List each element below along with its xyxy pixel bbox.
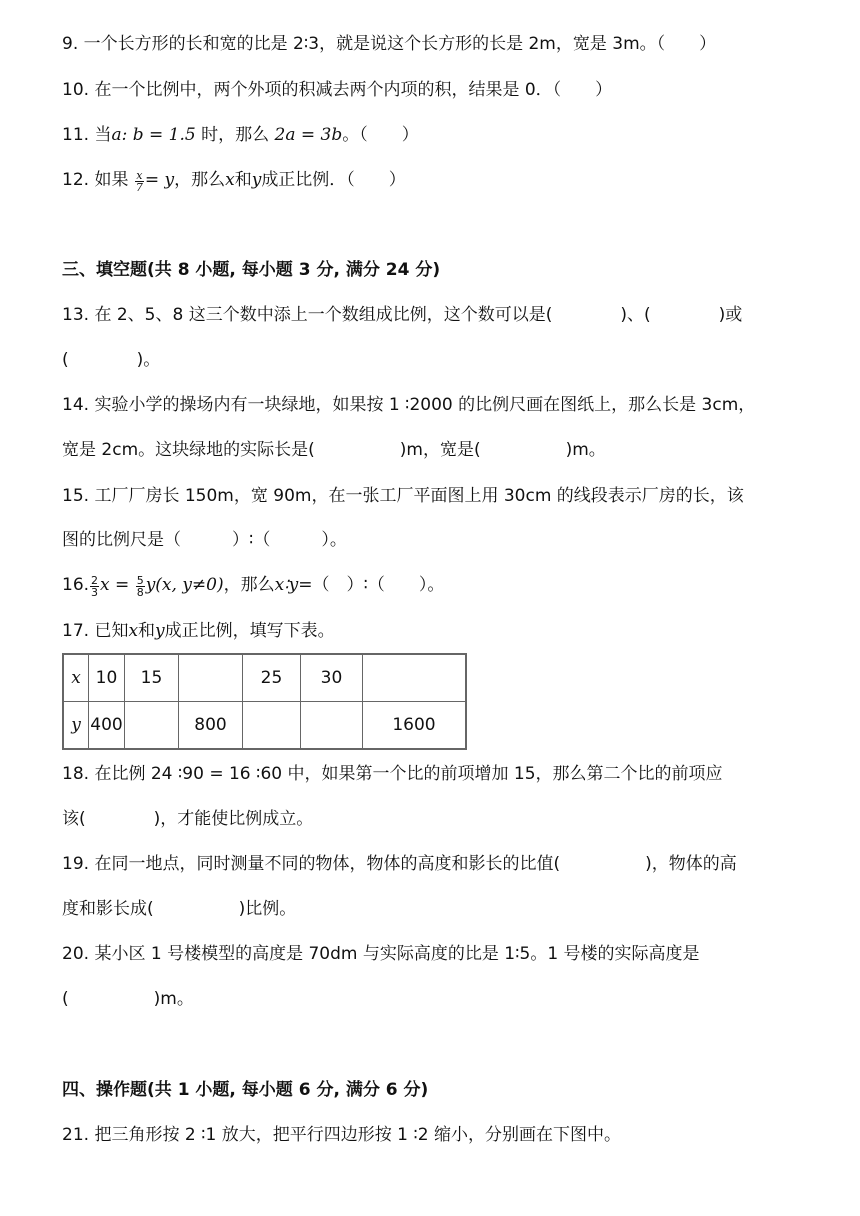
q16-fraction-1-numerator: 2 bbox=[91, 574, 99, 587]
question-15-line-2: 图的比例尺是（ ）∶（ ）。 bbox=[62, 530, 347, 550]
q11-mid: 时，那么 bbox=[195, 125, 275, 145]
table-cell: 15 bbox=[125, 654, 179, 702]
table-cell: 25 bbox=[243, 654, 301, 702]
q12-fraction bbox=[135, 170, 144, 193]
q17-var-x: x bbox=[128, 621, 139, 641]
table-cell: 10 bbox=[89, 654, 125, 702]
question-9: 9. 一个长方形的长和宽的比是 2∶3，就是说这个长方形的长是 2m，宽是 3m。（ ） bbox=[62, 34, 717, 54]
question-21: 21. 把三角形按 2 ∶1 放大，把平行四边形按 1 ∶2 缩小，分别画在下图中。 bbox=[62, 1125, 621, 1145]
table-cell: 1600 bbox=[363, 702, 467, 750]
q12-var-y: y bbox=[251, 170, 262, 190]
question-18-line-2: 该( )，才能使比例成立。 bbox=[62, 809, 314, 829]
q11-math-equation: 2a = 3b bbox=[274, 125, 343, 145]
q17-prefix: 17. 已知 bbox=[62, 621, 129, 641]
question-20-line-1: 20. 某小区 1 号楼模型的高度是 70dm 与实际高度的比是 1∶5。1 号楼的实际高度是 bbox=[62, 944, 700, 964]
question-19-line-1: 19. 在同一地点，同时测量不同的物体，物体的高度和影长的比值( )，物体的高 bbox=[62, 854, 737, 874]
row-label-y: y bbox=[63, 702, 89, 750]
question-11 bbox=[62, 122, 419, 148]
table-cell: 400 bbox=[89, 702, 125, 750]
question-13-line-1: 13. 在 2、5、8 这三个数中添上一个数组成比例，这个数可以是( )、( )或 bbox=[62, 305, 743, 325]
table-cell bbox=[179, 654, 243, 702]
q16-math-1: x = bbox=[100, 575, 135, 595]
q11-math-ratio: a: b = 1.5 bbox=[111, 125, 196, 145]
question-13-line-2: ( )。 bbox=[62, 350, 161, 370]
q16-mid: ，那么 bbox=[223, 575, 275, 595]
q16-math-3: x∶y bbox=[274, 575, 299, 595]
proportion-table bbox=[62, 653, 467, 750]
table-cell bbox=[363, 654, 467, 702]
q11-prefix: 11. 当 bbox=[62, 125, 112, 145]
q12-fraction-numerator: x bbox=[136, 169, 143, 182]
q12-mid2: 和 bbox=[234, 170, 252, 190]
q12-var-x: x bbox=[225, 170, 235, 190]
row-label-x: x bbox=[63, 654, 89, 702]
question-15-line-1: 15. 工厂厂房长 150m，宽 90m，在一张工厂平面图上用 30cm 的线段表示厂房的长，该 bbox=[62, 486, 744, 506]
question-20-line-2: ( )m。 bbox=[62, 989, 194, 1009]
table-cell bbox=[243, 702, 301, 750]
q11-suffix: 。（ ） bbox=[342, 125, 419, 145]
q12-prefix: 12. 如果 bbox=[62, 170, 134, 190]
section-4-heading: 四、操作题(共 1 小题, 每小题 6 分, 满分 6 分) bbox=[62, 1080, 429, 1100]
table-row-y bbox=[63, 702, 466, 750]
q16-suffix: =（ ）∶（ ）。 bbox=[298, 575, 445, 595]
question-10: 10. 在一个比例中，两个外项的积减去两个内项的积，结果是 0．（ ） bbox=[62, 80, 613, 100]
section-3-heading: 三、填空题(共 8 小题, 每小题 3 分, 满分 24 分) bbox=[62, 260, 441, 280]
question-14-line-2: 宽是 2cm。这块绿地的实际长是( )m，宽是( )m。 bbox=[62, 440, 606, 460]
table-cell bbox=[125, 702, 179, 750]
question-19-line-2: 度和影长成( )比例。 bbox=[62, 899, 297, 919]
q16-fraction-1-denominator: 3 bbox=[91, 586, 99, 599]
table-cell bbox=[301, 702, 363, 750]
q16-fraction-2-numerator: 5 bbox=[136, 574, 144, 587]
q12-math-eq: = y bbox=[144, 170, 175, 190]
q16-fraction-1 bbox=[90, 575, 99, 598]
table-row-x bbox=[63, 654, 466, 702]
question-18-line-1: 18. 在比例 24 ∶90 = 16 ∶60 中，如果第一个比的前项增加 15，那么第二个比的前项应 bbox=[62, 764, 723, 784]
q16-prefix: 16. bbox=[62, 575, 90, 595]
table-cell: 30 bbox=[301, 654, 363, 702]
q16-fraction-2 bbox=[136, 575, 145, 598]
q17-suffix: 成正比例，填写下表。 bbox=[164, 621, 335, 641]
q12-suffix: 成正比例．（ ） bbox=[261, 170, 406, 190]
question-12 bbox=[62, 167, 406, 193]
question-17 bbox=[62, 618, 335, 644]
q16-fraction-2-denominator: 8 bbox=[136, 586, 144, 599]
q12-mid1: ，那么 bbox=[174, 170, 226, 190]
question-16 bbox=[62, 572, 444, 598]
table-cell: 800 bbox=[179, 702, 243, 750]
q17-mid: 和 bbox=[138, 621, 156, 641]
q16-math-2: y(x, y≠0) bbox=[145, 575, 224, 595]
q17-var-y: y bbox=[155, 621, 165, 641]
q12-fraction-denominator: 7 bbox=[135, 181, 143, 194]
question-14-line-1: 14. 实验小学的操场内有一块绿地，如果按 1 ∶2000 的比例尺画在图纸上，那么长是 3cm， bbox=[62, 395, 756, 415]
